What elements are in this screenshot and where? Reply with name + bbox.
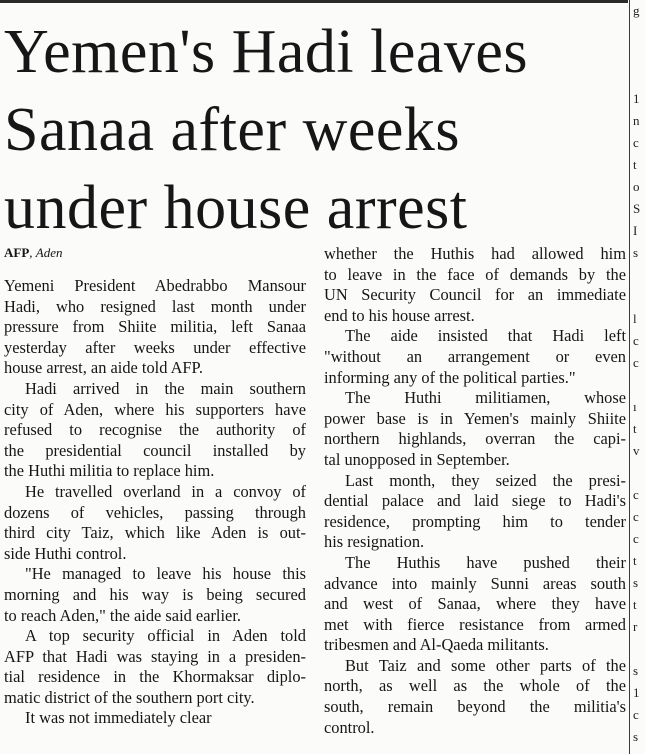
article-line: advance into mainly Sunni areas south	[324, 573, 626, 593]
article-line: tribesmen and Al-Qaeda militants.	[324, 635, 549, 655]
edge-glyph: c	[633, 531, 639, 546]
edge-glyph: c	[633, 707, 639, 722]
article-line: the Huthi militia to replace him.	[4, 461, 215, 481]
edge-glyph: g	[633, 3, 640, 18]
article-line: whether the Huthis had allowed him	[324, 244, 626, 263]
edge-glyph	[633, 22, 645, 44]
headline-line: Yemen's Hadi leaves	[4, 18, 529, 86]
article-line: and west of Sanaa, where they have	[324, 594, 626, 614]
article-line: A top security official in Aden told	[25, 626, 306, 646]
edge-glyph: n	[633, 113, 640, 128]
article-line: pressure from Shiite militia, left Sanaa	[4, 317, 306, 337]
edge-glyph: c	[633, 355, 639, 370]
article-line: He travelled overland in a convoy of	[25, 481, 306, 501]
article-line: power base is in Yemen's mainly Shiite	[324, 408, 626, 428]
article-column-1	[4, 276, 306, 729]
column-divider-rule	[629, 0, 630, 754]
article-line: informing any of the political parties."	[324, 367, 576, 387]
article-line: The Huthi militiamen, whose	[345, 388, 626, 408]
article-line: morning and his way is being secured	[4, 584, 306, 604]
edge-glyph: 1	[633, 685, 640, 700]
article-line: dozens of vehicles, passing through	[4, 502, 306, 522]
article-line: The Huthis have pushed their	[345, 552, 626, 572]
edge-glyph	[633, 286, 645, 308]
article-line: city of Aden, where his supporters have	[4, 399, 306, 419]
article-line: Hadi arrived in the main southern	[25, 378, 306, 398]
article-line: south, remain beyond the militia's	[324, 697, 626, 717]
article-line: control.	[324, 717, 375, 737]
article-line: matic district of the southern port city.	[4, 687, 255, 707]
article-line: his resignation.	[324, 532, 425, 552]
article-line: The aide insisted that Hadi left	[345, 326, 626, 346]
headline-line: under house arrest	[4, 174, 468, 242]
article-line: to leave in the face of demands by the	[324, 264, 626, 284]
edge-glyph: c	[633, 487, 639, 502]
edge-glyph: o	[633, 179, 640, 194]
edge-glyph: c	[633, 509, 639, 524]
article-line: Last month, they seized the presi-	[345, 470, 626, 490]
edge-glyph: s	[633, 663, 639, 678]
article-line: dential palace and laid siege to Hadi's	[324, 491, 626, 511]
dateline	[4, 244, 304, 262]
article-line: northern highlands, overran the capi-	[324, 429, 626, 449]
dateline-separator: ,	[29, 245, 36, 260]
article-line: "He managed to leave his house this	[25, 564, 306, 584]
top-rule	[0, 0, 628, 3]
edge-glyph: I	[633, 223, 638, 238]
article-line: residence, prompting him to tender	[324, 511, 626, 531]
edge-glyph	[633, 44, 645, 66]
edge-glyph: c	[633, 135, 639, 150]
article-line: It was not immediately clear	[25, 708, 212, 728]
dateline-source: AFP	[4, 245, 30, 260]
article-line: But Taiz and some other parts of the	[345, 655, 626, 675]
article-line: yesterday after weeks under effective	[4, 337, 306, 357]
article-line: end to his house arrest.	[324, 305, 475, 325]
edge-glyph: t	[633, 157, 637, 172]
headline-line: Sanaa after weeks	[4, 96, 461, 164]
article-line: tal unopposed in September.	[324, 449, 510, 469]
article-line: side Huthi control.	[4, 543, 127, 563]
edge-glyph: s	[633, 575, 639, 590]
edge-glyph: ı	[633, 399, 637, 414]
article-line: tial residence in the Khormaksar diplo-	[4, 667, 306, 687]
edge-glyph	[633, 462, 645, 484]
edge-glyph: t	[633, 597, 637, 612]
edge-glyph: s	[633, 729, 639, 744]
dateline-place: Aden	[35, 245, 63, 260]
edge-glyph: r	[633, 619, 638, 634]
edge-glyph: S	[633, 201, 641, 216]
adjacent-column-edge	[633, 0, 645, 754]
edge-glyph	[633, 264, 645, 286]
edge-glyph: l	[633, 311, 637, 326]
headline	[4, 13, 626, 247]
edge-glyph: 1	[633, 91, 640, 106]
article-line: refused to recognise the authority of	[4, 420, 306, 440]
article-column-2	[324, 244, 626, 738]
article-line: to reach Aden," the aide said earlier.	[4, 605, 241, 625]
article-line: UN Security Council for an immediate	[324, 285, 626, 305]
article-line: Yemeni President Abedrabbo Mansour	[4, 276, 306, 295]
edge-glyph: t	[633, 421, 637, 436]
edge-glyph: v	[633, 443, 640, 458]
edge-glyph: s	[633, 245, 639, 260]
edge-glyph	[633, 638, 645, 660]
edge-glyph	[633, 66, 645, 88]
article-line: the presidential council installed by	[4, 440, 306, 460]
edge-glyph: c	[633, 333, 639, 348]
article-line: house arrest, an aide told AFP.	[4, 358, 203, 378]
article-line: Hadi, who resigned last month under	[4, 296, 306, 316]
article-line: met with fierce resistance from armed	[324, 614, 626, 634]
article-line: AFP that Hadi was staying in a presiden-	[4, 646, 306, 666]
article-line: third city Taiz, which like Aden is out-	[4, 523, 306, 543]
edge-glyph: t	[633, 553, 637, 568]
article-line: "without an arrangement or even	[324, 346, 626, 366]
edge-glyph	[633, 374, 645, 396]
article-line: north, as well as the whole of the	[324, 676, 626, 696]
